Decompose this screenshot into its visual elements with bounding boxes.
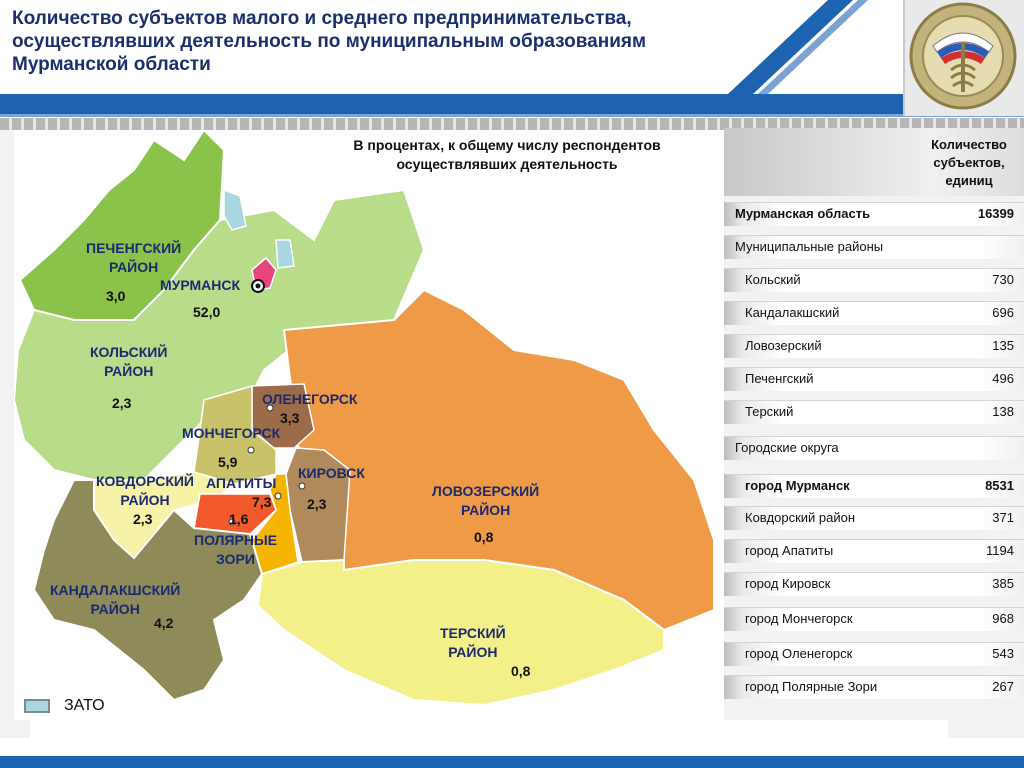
city-marker-apatity [275, 493, 281, 499]
table-cell-name: город Оленегорск [745, 646, 853, 661]
table-row [724, 471, 1024, 501]
table-row [724, 298, 1024, 328]
table-cell-value: 696 [992, 305, 1014, 320]
label-monchegorsk: МОНЧЕГОРСК [182, 425, 281, 441]
table-cell-value: 135 [992, 338, 1014, 353]
title-line: осуществлявших деятельность по муниципальным образованиям [12, 31, 647, 52]
header [0, 0, 1024, 116]
label-murmansk: МУРМАНСК [160, 277, 241, 293]
table-row [724, 639, 1024, 669]
table-cell-value: 138 [992, 404, 1014, 419]
label-line: РАЙОН [108, 259, 159, 275]
table-row [724, 265, 1024, 295]
label-olenegorsk: ОЛЕНЕГОРСК [262, 391, 358, 407]
label-kovdor [96, 472, 194, 510]
value-kola: 2,3 [112, 395, 132, 411]
table-cell-name: Ковдорский район [745, 510, 856, 525]
table-header-line: единиц [945, 173, 993, 188]
table-cell-value: 968 [992, 611, 1014, 626]
label-lovozero [432, 482, 539, 520]
label-line: КОВДОРСКИЙ [96, 473, 194, 489]
page-title [12, 7, 742, 76]
emblem-box [903, 0, 1024, 116]
label-line: РАЙОН [120, 492, 170, 508]
header-stripe-decoration [688, 0, 903, 94]
footer-white-strip [30, 720, 948, 754]
table-row [724, 397, 1024, 427]
value-polyarnye-zori: 1,6 [229, 511, 249, 527]
statistics-emblem-icon [905, 0, 1022, 116]
label-line: ПЕЧЕНГСКИЙ [86, 240, 182, 256]
label-line: РАЙОН [90, 601, 140, 617]
map-subtitle [300, 136, 714, 174]
header-bar-thin [0, 114, 1024, 117]
legend-swatch-zato [24, 699, 50, 713]
table-cell-name: город Кировск [745, 576, 831, 591]
table-row [724, 199, 1024, 229]
label-tersky [440, 624, 506, 662]
label-kola [90, 343, 167, 381]
table-cell-value: 8531 [985, 478, 1014, 493]
label-kirovsk: КИРОВСК [298, 465, 365, 481]
city-marker-monchegorsk [248, 447, 254, 453]
subtitle-line: осуществлявших деятельность [396, 156, 618, 172]
table-row [724, 604, 1024, 634]
value-kovdor: 2,3 [133, 511, 153, 527]
label-polyarnye-zori [194, 531, 277, 569]
table-cell-name: Терский [745, 404, 794, 419]
label-line: РАЙОН [460, 502, 511, 518]
title-line: Количество субъектов малого и среднего предпринимательства, [12, 8, 632, 29]
table-row [724, 536, 1024, 566]
value-kandalaksha: 4,2 [154, 615, 174, 631]
table-row [724, 331, 1024, 361]
table-cell-value: 543 [992, 646, 1014, 661]
value-apatity: 7,3 [252, 494, 272, 510]
label-line: РАЙОН [104, 363, 154, 379]
table-cell-name: Ловозерский [745, 338, 822, 353]
legend-label-zato: ЗАТО [64, 697, 105, 714]
label-line: КОЛЬСКИЙ [90, 344, 168, 360]
value-olenegorsk: 3,3 [280, 410, 300, 426]
label-line: РАЙОН [448, 644, 498, 660]
label-line: ТЕРСКИЙ [440, 625, 506, 641]
data-table [724, 128, 1024, 720]
table-row [724, 503, 1024, 533]
label-line: ЛОВОЗЕРСКИЙ [432, 483, 540, 499]
label-line: КАНДАЛАКШСКИЙ [50, 582, 181, 598]
subtitle-line: В процентах, к общему числу респондентов [353, 137, 661, 153]
city-marker-kirovsk [299, 483, 305, 489]
table-cell-name: город Полярные Зори [745, 679, 878, 694]
table-cell-name: Кольский [745, 272, 801, 287]
table-row [724, 433, 1024, 463]
label-apatity: АПАТИТЫ [206, 475, 277, 491]
table-row [724, 672, 1024, 702]
title-line: Мурманской области [12, 54, 211, 75]
table-header [914, 136, 1024, 190]
value-monchegorsk: 5,9 [218, 454, 238, 470]
table-row [724, 232, 1024, 262]
map-area [14, 130, 724, 720]
region-map [14, 130, 724, 720]
table-header-line: Количество [931, 137, 1007, 152]
value-pechenga: 3,0 [106, 288, 126, 304]
value-tersky: 0,8 [511, 663, 531, 679]
label-line: ЗОРИ [216, 551, 255, 567]
table-cell-name: город Апатиты [745, 543, 834, 558]
table-cell-name: город Мурманск [745, 478, 850, 493]
value-kirovsk: 2,3 [307, 496, 327, 512]
table-cell-value: 267 [992, 679, 1014, 694]
table-header-line: субъектов, [933, 155, 1005, 170]
table-cell-name: город Мончегорск [745, 611, 853, 626]
table-cell-value: 385 [992, 576, 1014, 591]
table-cell-value: 1194 [986, 543, 1014, 558]
table-cell-name: Печенгский [745, 371, 814, 386]
table-cell-value: 496 [992, 371, 1014, 386]
label-pechenga [86, 239, 181, 277]
table-cell-name: Городские округа [735, 440, 839, 455]
table-row [724, 569, 1024, 599]
zato-area [276, 240, 294, 268]
table-cell-value: 371 [992, 510, 1014, 525]
footer-bar [0, 756, 1024, 768]
table-cell-value: 730 [992, 272, 1014, 287]
table-row [724, 364, 1024, 394]
table-cell-value: 16399 [977, 206, 1014, 221]
value-murmansk: 52,0 [193, 304, 221, 320]
table-cell-name: Мурманская область [735, 206, 871, 221]
label-kandalaksha [50, 581, 180, 619]
header-bar [0, 94, 903, 114]
label-line: ПОЛЯРНЫЕ [194, 532, 277, 548]
table-cell-name: Кандалакшский [745, 305, 840, 320]
value-lovozero: 0,8 [474, 529, 494, 545]
table-cell-name: Муниципальные районы [735, 239, 884, 254]
